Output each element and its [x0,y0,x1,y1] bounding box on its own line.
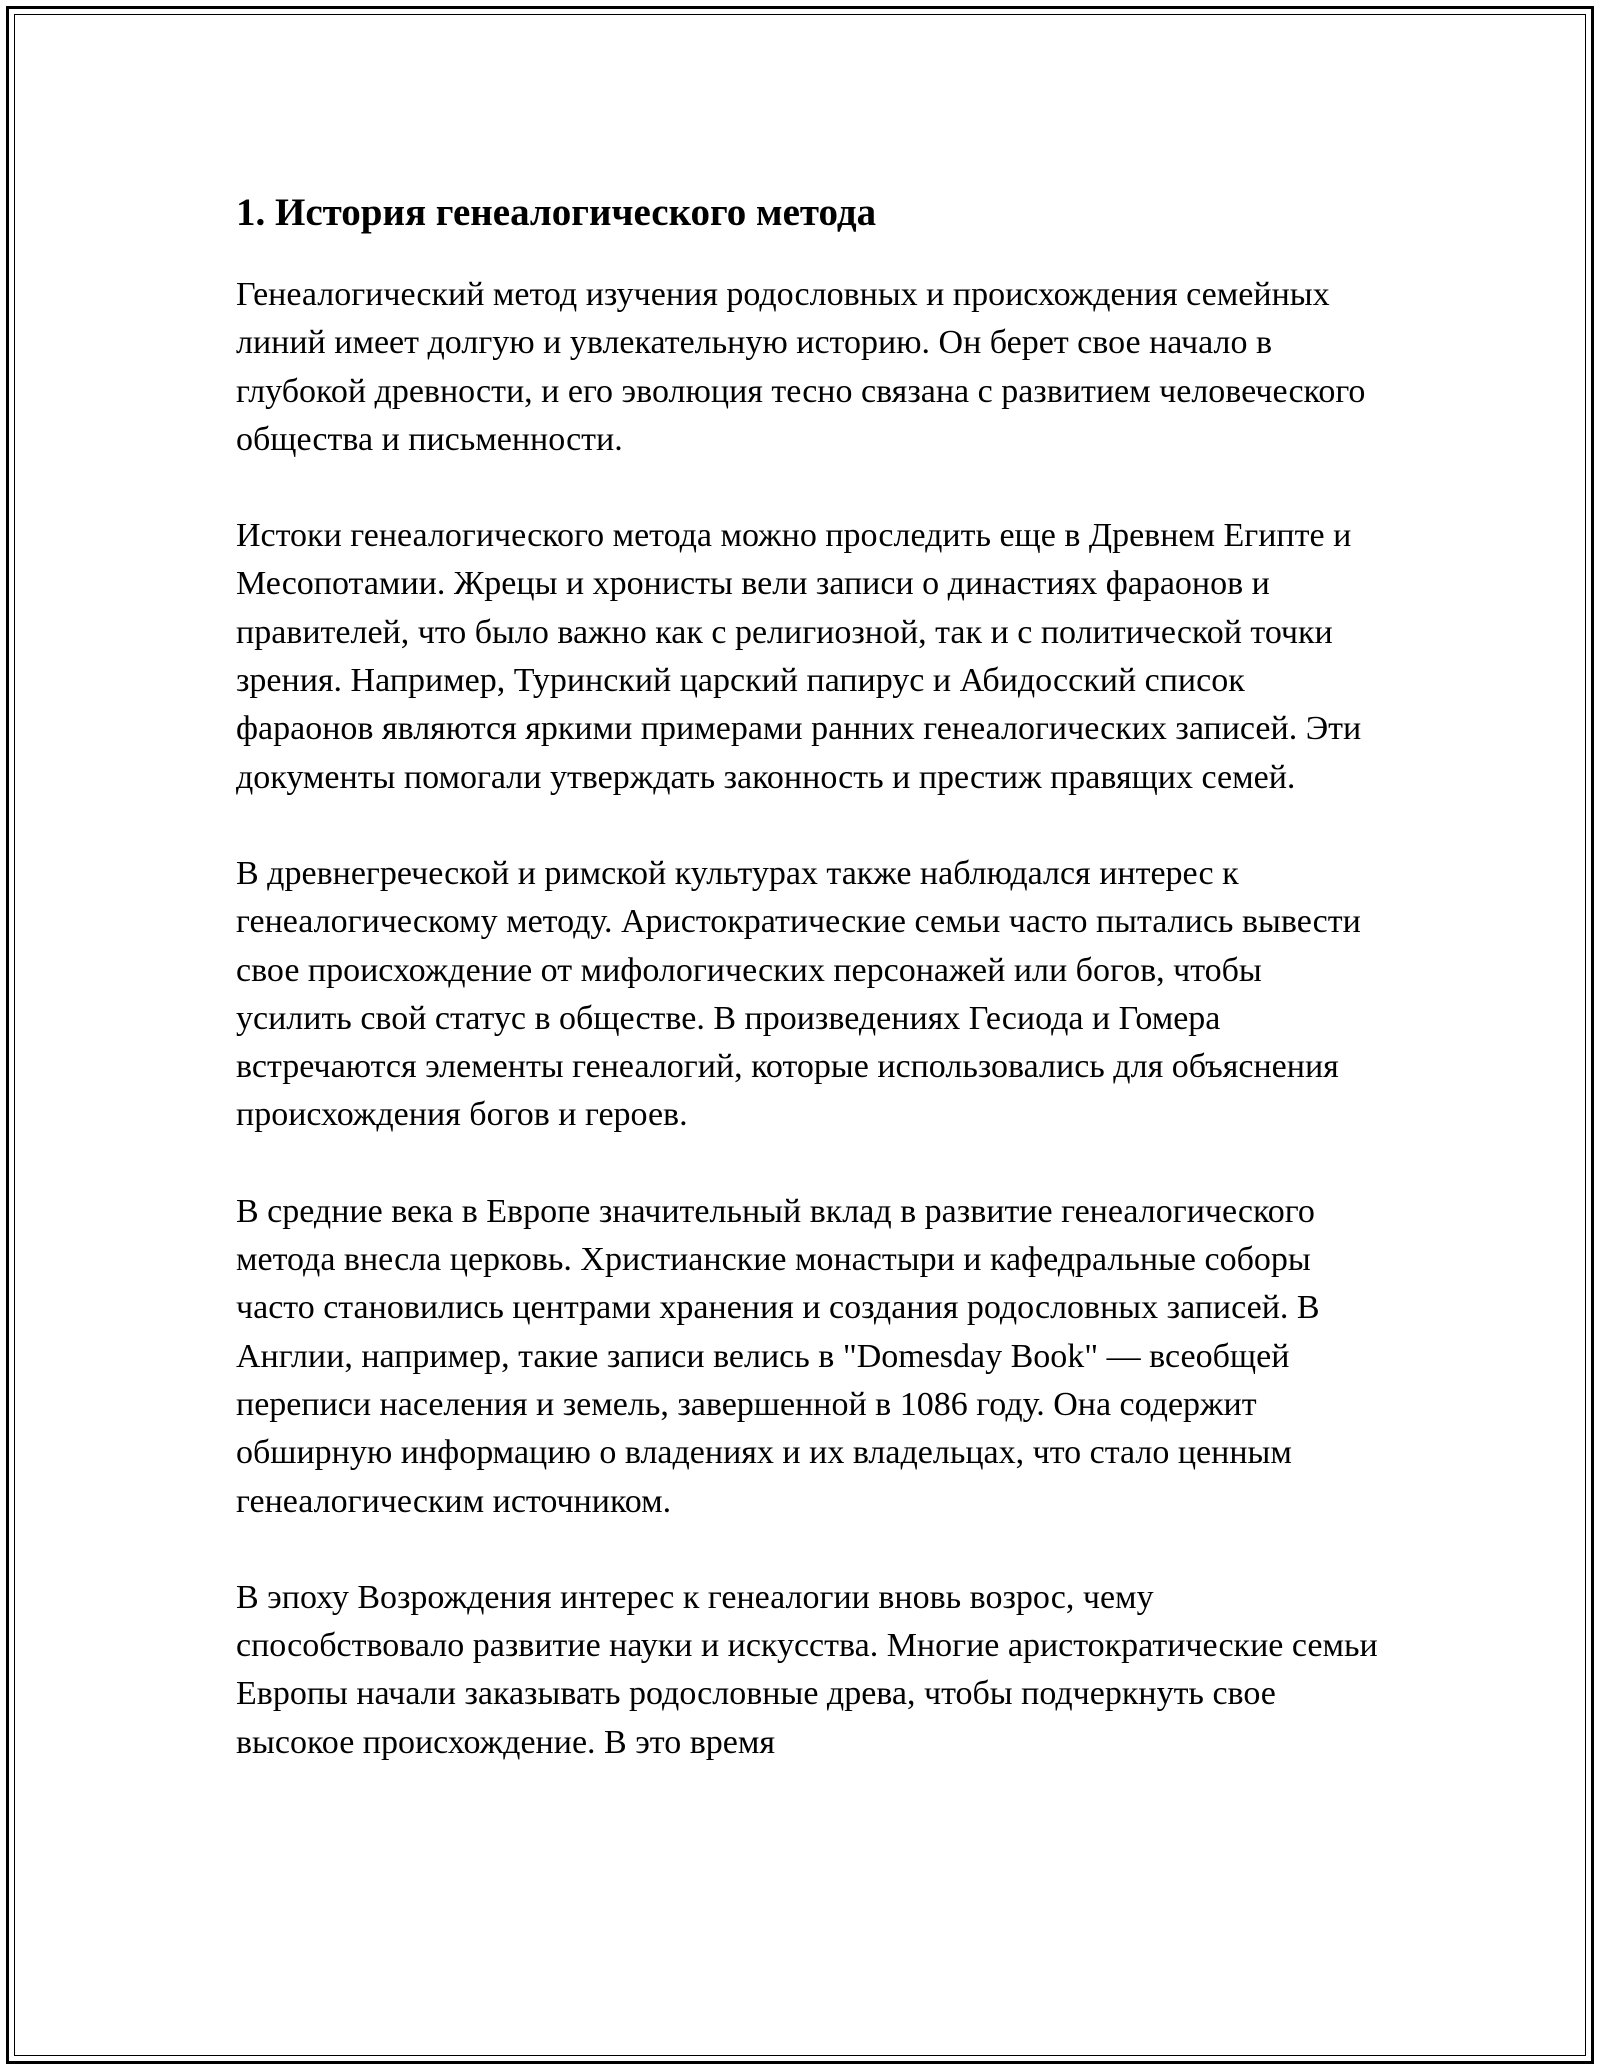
paragraph-intro: Генеалогический метод изучения родословных и происхождения семейных линий имеет долгую и увлекательную историю. Он берет свое начало в глубокой древности, и его эволюция тесно связана с развитием человеческого общества и письменности. [236,276,1366,458]
document-body [236,185,1386,1815]
paragraph-renaissance: В эпоху Возрождения интерес к генеалогии вновь возрос, чему способствовало развитие науки и искусства. Многие аристократические семьи Европы начали заказывать родословные древа, чтобы подчеркнуть свое высокое происхождение. В это время [236,1578,1378,1761]
section-heading: 1. История генеалогического метода [236,191,877,234]
paragraph-greece-rome: В древнегреческой и римской культурах также наблюдался интерес к генеалогическому методу. Аристократические семьи часто пытались вывести свое происхождение от мифологических персонажей или богов, чтобы усилить свой статус в обществе. В произведениях Гесиода и Гомера встречаются элементы генеалогий, которые использовались для объяснения происхождения богов и героев. [236,854,1361,1134]
paragraph-middle-ages: В средние века в Европе значительный вклад в развитие генеалогического метода внесла церковь. Христианские монастыри и кафедральные соборы часто становились центрами хранения и создания родословных записей. В Англии, например, такие записи велись в "Domesday Book" — всеобщей переписи населения и земель, завершенной в 1086 году. Она содержит обширную информацию о владениях и их владельцах, что стало ценным генеалогическим источником. [236,1192,1320,1520]
paragraph-ancient-egypt: Истоки генеалогического метода можно проследить еще в Древнем Египте и Месопотамии. Жрецы и хронисты вели записи о династиях фараонов и правителей, что было важно как с религиозной, так и с политической точки зрения. Например, Туринский царский папирус и Абидосский список фараонов являются яркими примерами ранних генеалогических записей. Эти документы помогали утверждать законность и престиж правящих семей. [236,517,1362,796]
